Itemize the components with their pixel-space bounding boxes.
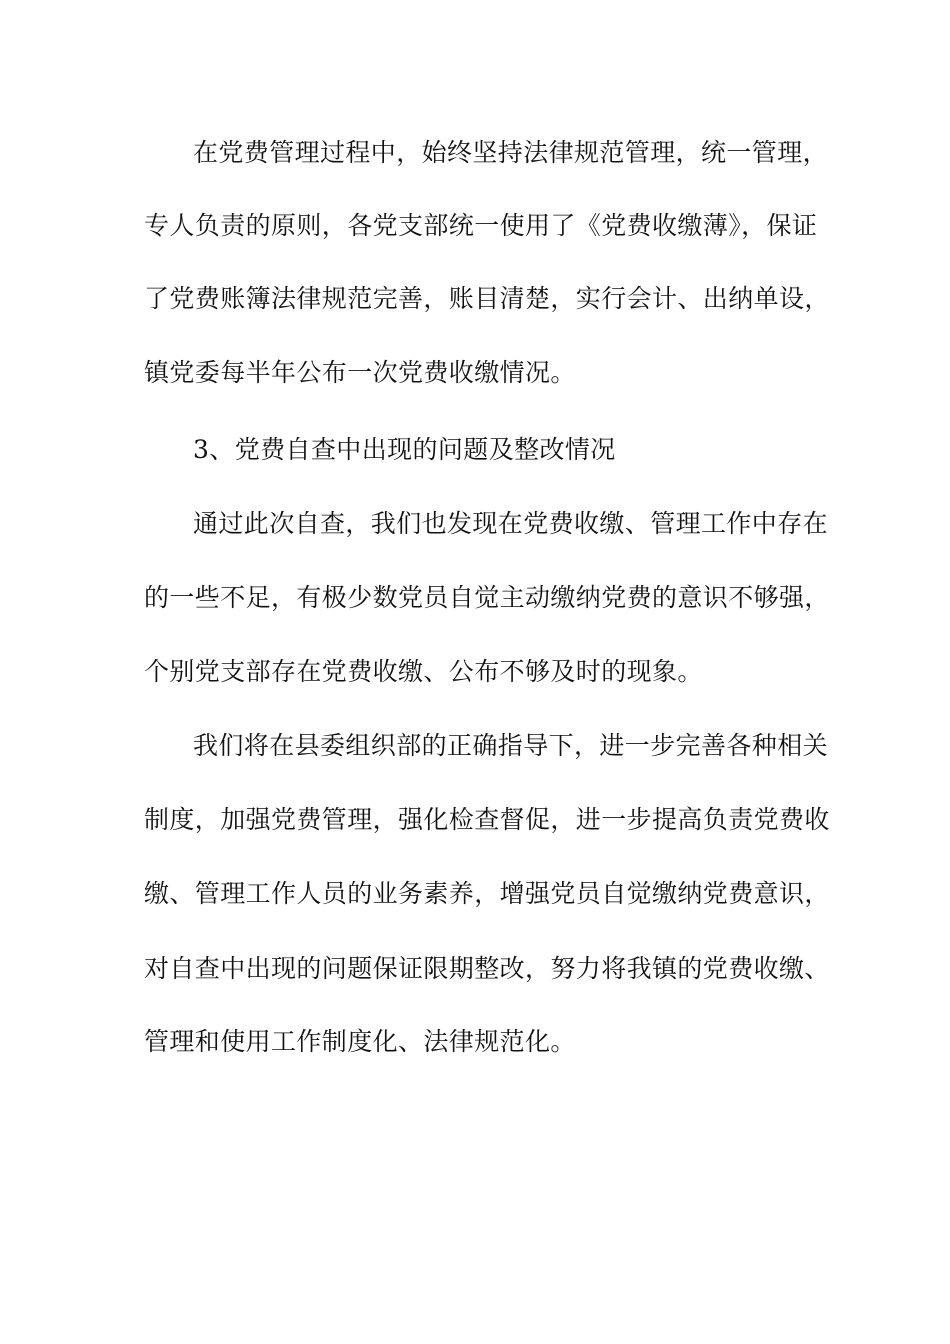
section-heading-text: 3、党费自查中出现的问题及整改情况: [193, 435, 616, 464]
text-line: 了党费账簿法律规范完善，账目清楚，实行会计、出纳单设，: [144, 284, 830, 313]
text-line: 管理和使用工作制度化、法律规范化。: [144, 1027, 576, 1056]
text-line: 我们将在县委组织部的正确指导下，进一步完善各种相关: [193, 731, 829, 760]
text-line: 在党费管理过程中，始终坚持法律规范管理，统一管理，: [193, 138, 829, 167]
text-line: 个别党支部存在党费收缴、公布不够及时的现象。: [144, 657, 703, 686]
text-line: 制度，加强党费管理，强化检查督促，进一步提高负责党费收: [144, 805, 830, 834]
text-line: 的一些不足，有极少数党员自觉主动缴纳党费的意识不够强，: [144, 583, 830, 612]
text-line: 缴、管理工作人员的业务素养，增强党员自觉缴纳党费意识，: [144, 879, 830, 908]
text-line: 对自查中出现的问题保证限期整改，努力将我镇的党费收缴、: [144, 954, 830, 983]
text-line: 专人负责的原则，各党支部统一使用了《党费收缴薄》，保证: [144, 211, 818, 240]
text-line: 镇党委每半年公布一次党费收缴情况。: [144, 358, 576, 387]
text-line: 通过此次自查，我们也发现在党费收缴、管理工作中存在: [193, 509, 829, 538]
